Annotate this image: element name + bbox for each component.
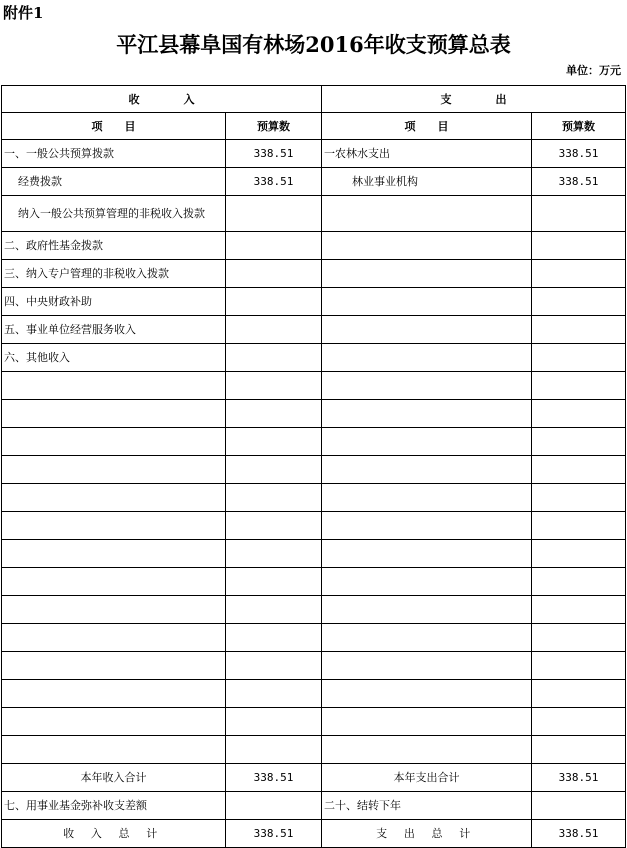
empty-cell [226,484,322,512]
empty-row [2,652,626,680]
subtotal-row [2,764,626,792]
income-item-value [226,260,322,288]
empty-cell [532,456,626,484]
income-item-header: 项 目 [2,113,226,140]
expense-total-value: 338.51 [532,820,626,848]
empty-cell [532,624,626,652]
empty-row [2,428,626,456]
empty-row [2,596,626,624]
empty-cell [322,400,532,428]
empty-cell [2,400,226,428]
expense-item-value [532,344,626,372]
balance-row [2,792,626,820]
empty-cell [226,400,322,428]
empty-row [2,400,626,428]
expense-item-value [532,196,626,232]
empty-cell [226,456,322,484]
expense-item-value [532,260,626,288]
income-header: 收 入 [2,86,322,113]
empty-cell [532,512,626,540]
empty-cell [532,372,626,400]
expense-item-value [532,316,626,344]
empty-row [2,512,626,540]
expense-item-name: 一农林水支出 [322,140,532,168]
table-row [2,288,626,316]
empty-row [2,736,626,764]
empty-cell [322,624,532,652]
income-subtotal-value: 338.51 [226,764,322,792]
empty-cell [322,540,532,568]
empty-row [2,484,626,512]
expense-budget-header: 预算数 [532,113,626,140]
income-total-value: 338.51 [226,820,322,848]
empty-cell [226,708,322,736]
expense-balance-value [532,792,626,820]
empty-cell [226,540,322,568]
empty-row [2,680,626,708]
income-balance-label: 七、用事业基金弥补收支差额 [2,792,226,820]
table-row [2,344,626,372]
empty-cell [226,596,322,624]
income-item-value [226,232,322,260]
expense-item-name [322,316,532,344]
empty-cell [226,428,322,456]
empty-cell [2,456,226,484]
empty-cell [2,428,226,456]
empty-cell [322,596,532,624]
empty-cell [2,652,226,680]
empty-cell [2,512,226,540]
income-item-name: 五、事业单位经营服务收入 [2,316,226,344]
empty-cell [2,624,226,652]
expense-balance-label: 二十、结转下年 [322,792,532,820]
empty-row [2,372,626,400]
empty-cell [2,680,226,708]
empty-cell [532,652,626,680]
empty-cell [322,680,532,708]
income-item-value [226,196,322,232]
empty-cell [532,596,626,624]
empty-cell [532,568,626,596]
income-item-name: 四、中央财政补助 [2,288,226,316]
empty-cell [532,540,626,568]
empty-cell [322,456,532,484]
expense-item-value [532,232,626,260]
income-item-value [226,344,322,372]
empty-cell [2,484,226,512]
income-item-name: 一、一般公共预算拨款 [2,140,226,168]
empty-cell [322,736,532,764]
expense-item-name [322,288,532,316]
empty-row [2,568,626,596]
table-row [2,140,626,168]
attachment-label: 附件1 [3,4,44,22]
empty-cell [322,512,532,540]
income-item-name: 纳入一般公共预算管理的非税收入拨款 [2,196,226,232]
empty-cell [322,372,532,400]
empty-cell [532,428,626,456]
empty-cell [2,540,226,568]
empty-cell [532,708,626,736]
income-item-name: 六、其他收入 [2,344,226,372]
income-item-value: 338.51 [226,140,322,168]
empty-row [2,624,626,652]
expense-item-name [322,344,532,372]
empty-cell [2,372,226,400]
expense-item-header: 项 目 [322,113,532,140]
empty-cell [226,736,322,764]
empty-cell [322,708,532,736]
expense-item-name [322,260,532,288]
expense-header: 支 出 [322,86,626,113]
empty-cell [2,736,226,764]
expense-item-name [322,196,532,232]
expense-item-value: 338.51 [532,168,626,196]
empty-cell [322,568,532,596]
budget-table [1,85,626,848]
table-row [2,168,626,196]
expense-item-name [322,232,532,260]
empty-cell [322,428,532,456]
table-row [2,260,626,288]
empty-cell [532,400,626,428]
table-row [2,316,626,344]
expense-subtotal-label: 本年支出合计 [322,764,532,792]
income-item-value: 338.51 [226,168,322,196]
empty-cell [322,484,532,512]
expense-subtotal-value: 338.51 [532,764,626,792]
total-row [2,820,626,848]
income-budget-header: 预算数 [226,113,322,140]
income-item-value [226,316,322,344]
income-total-label: 收 入 总 计 [2,820,226,848]
empty-cell [226,652,322,680]
income-item-name: 三、纳入专户管理的非税收入拨款 [2,260,226,288]
income-item-value [226,288,322,316]
empty-cell [532,736,626,764]
table-row [2,196,626,232]
table-row [2,232,626,260]
empty-row [2,708,626,736]
expense-item-value: 338.51 [532,140,626,168]
expense-item-value [532,288,626,316]
empty-cell [226,624,322,652]
section-header-row [2,86,626,113]
income-item-name: 经费拨款 [2,168,226,196]
empty-cell [226,680,322,708]
empty-row [2,540,626,568]
empty-cell [2,596,226,624]
empty-row [2,456,626,484]
empty-cell [322,652,532,680]
empty-cell [226,372,322,400]
column-header-row [2,113,626,140]
empty-cell [2,568,226,596]
empty-cell [532,680,626,708]
income-subtotal-label: 本年收入合计 [2,764,226,792]
expense-total-label: 支 出 总 计 [322,820,532,848]
page-title: 平江县幕阜国有林场2016年收支预算总表 [116,32,511,57]
empty-cell [226,568,322,596]
empty-cell [532,484,626,512]
expense-item-name: 林业事业机构 [322,168,532,196]
unit-label: 单位：万元 [566,64,621,77]
empty-cell [226,512,322,540]
empty-cell [2,708,226,736]
income-balance-value [226,792,322,820]
income-item-name: 二、政府性基金拨款 [2,232,226,260]
